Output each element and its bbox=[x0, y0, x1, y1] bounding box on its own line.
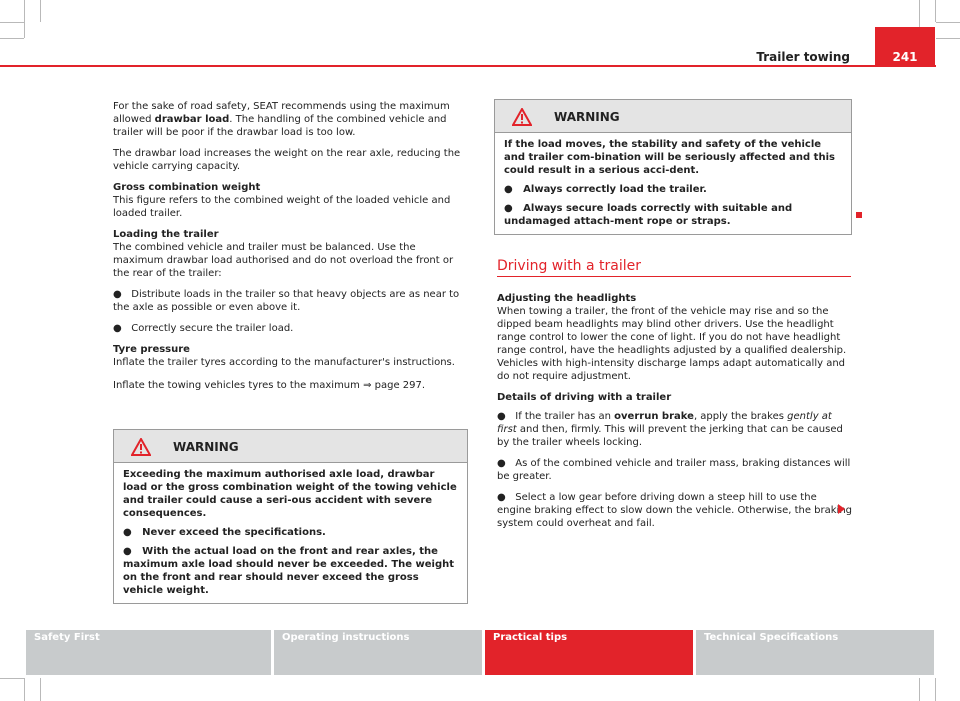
warning-box bbox=[494, 99, 852, 235]
paragraph: For the sake of road safety, SEAT recommends using the maximum allowed drawbar load. The handling of the combined vehicle and trailer will be poor if the drawbar load is too low. bbox=[113, 101, 450, 138]
crop-mark bbox=[0, 38, 24, 39]
crop-mark bbox=[936, 38, 960, 39]
subheading: Details of driving with a trailer bbox=[497, 392, 672, 403]
warning-text: Exceeding the maximum authorised axle load, drawbar load or the gross combination weight of the towing vehicle and trailer could cause a seri-ous accident with severe consequences. bbox=[123, 469, 457, 519]
warning-body bbox=[495, 133, 851, 234]
tab-technical-specifications[interactable]: Technical Specifications bbox=[696, 630, 934, 675]
subheading: Gross combination weight bbox=[113, 182, 261, 193]
left-column bbox=[113, 100, 469, 400]
list-item: ● Correctly secure the trailer load. bbox=[113, 323, 294, 334]
crop-mark bbox=[919, 678, 920, 701]
crop-mark bbox=[24, 0, 25, 38]
page-number: 241 bbox=[875, 27, 935, 67]
crop-mark bbox=[40, 0, 41, 22]
warning-header bbox=[114, 430, 467, 463]
warning-body bbox=[114, 463, 467, 603]
crop-mark bbox=[936, 22, 960, 23]
tab-operating-instructions[interactable]: Operating instructions bbox=[274, 630, 482, 675]
section-rule bbox=[497, 276, 851, 277]
section-title: Trailer towing bbox=[756, 50, 850, 64]
crop-mark bbox=[935, 0, 936, 22]
warning-header bbox=[495, 100, 851, 133]
warning-text: If the load moves, the stability and safety of the vehicle and trailer com-bination will be seriously affected and this could result in a serious acci-dent. bbox=[504, 139, 835, 176]
paragraph: When towing a trailer, the front of the vehicle may rise and so the dipped beam headlights may blind other drivers. Use the headlight range control to lower the cone of light. If you do not have headlight range control, have the headlights adjusted by a qualified dealership. Vehicles with high-intensity discharge lamps adapt automatically and do not require adjustment. bbox=[497, 306, 847, 382]
warning-box bbox=[113, 429, 468, 604]
paragraph: Inflate the trailer tyres according to the manufacturer's instructions. bbox=[113, 357, 455, 368]
end-of-section-mark bbox=[856, 212, 862, 218]
paragraph: The combined vehicle and trailer must be balanced. Use the maximum drawbar load authorised and do not overload the front or the rear of the trailer: bbox=[113, 242, 454, 279]
paragraph: Inflate the towing vehicles tyres to the maximum ⇒ page 297. bbox=[113, 380, 426, 391]
subheading: Tyre pressure bbox=[113, 344, 190, 355]
warning-icon bbox=[512, 108, 532, 126]
crop-mark bbox=[0, 22, 24, 23]
subheading: Adjusting the headlights bbox=[497, 293, 637, 304]
subheading: Loading the trailer bbox=[113, 229, 219, 240]
tab-practical-tips[interactable]: Practical tips bbox=[485, 630, 693, 675]
list-item: ● As of the combined vehicle and trailer mass, braking distances will be greater. bbox=[497, 458, 851, 482]
list-item: ● Distribute loads in the trailer so that heavy objects are as near to the axle as possible or even above it. bbox=[113, 289, 460, 313]
tab-safety-first[interactable]: Safety First bbox=[26, 630, 271, 675]
warning-icon bbox=[131, 438, 151, 456]
crop-mark bbox=[935, 678, 936, 701]
paragraph: This figure refers to the combined weight of the loaded vehicle and loaded trailer. bbox=[113, 195, 451, 219]
crop-mark bbox=[40, 678, 41, 701]
crop-mark bbox=[24, 678, 25, 701]
warning-label: WARNING bbox=[554, 110, 620, 124]
continue-arrow-icon bbox=[838, 504, 845, 514]
right-column bbox=[497, 292, 853, 538]
warning-bullet: ● Always correctly load the trailer. bbox=[504, 184, 707, 195]
crop-mark bbox=[0, 678, 24, 679]
list-item: ● Select a low gear before driving down a steep hill to use the engine braking effect to slow down the vehicle. Otherwise, the braking system could overheat and fail. bbox=[497, 492, 853, 529]
section-heading: Driving with a trailer bbox=[497, 258, 641, 274]
warning-bullet: ● With the actual load on the front and rear axles, the maximum axle load should never be exceeded. The weight on the front and rear should never exceed the gross vehicle weight. bbox=[123, 546, 455, 596]
header-rule bbox=[0, 65, 936, 67]
warning-bullet: ● Never exceed the specifications. bbox=[123, 527, 326, 538]
warning-label: WARNING bbox=[173, 440, 239, 454]
paragraph: The drawbar load increases the weight on the rear axle, reducing the vehicle carrying capacity. bbox=[113, 148, 461, 172]
list-item: ● If the trailer has an overrun brake, apply the brakes gently at first and then, firmly. This will prevent the jerking that can be caused by the trailer wheels locking. bbox=[497, 411, 843, 448]
warning-bullet: ● Always secure loads correctly with suitable and undamaged attach-ment rope or straps. bbox=[504, 203, 793, 227]
